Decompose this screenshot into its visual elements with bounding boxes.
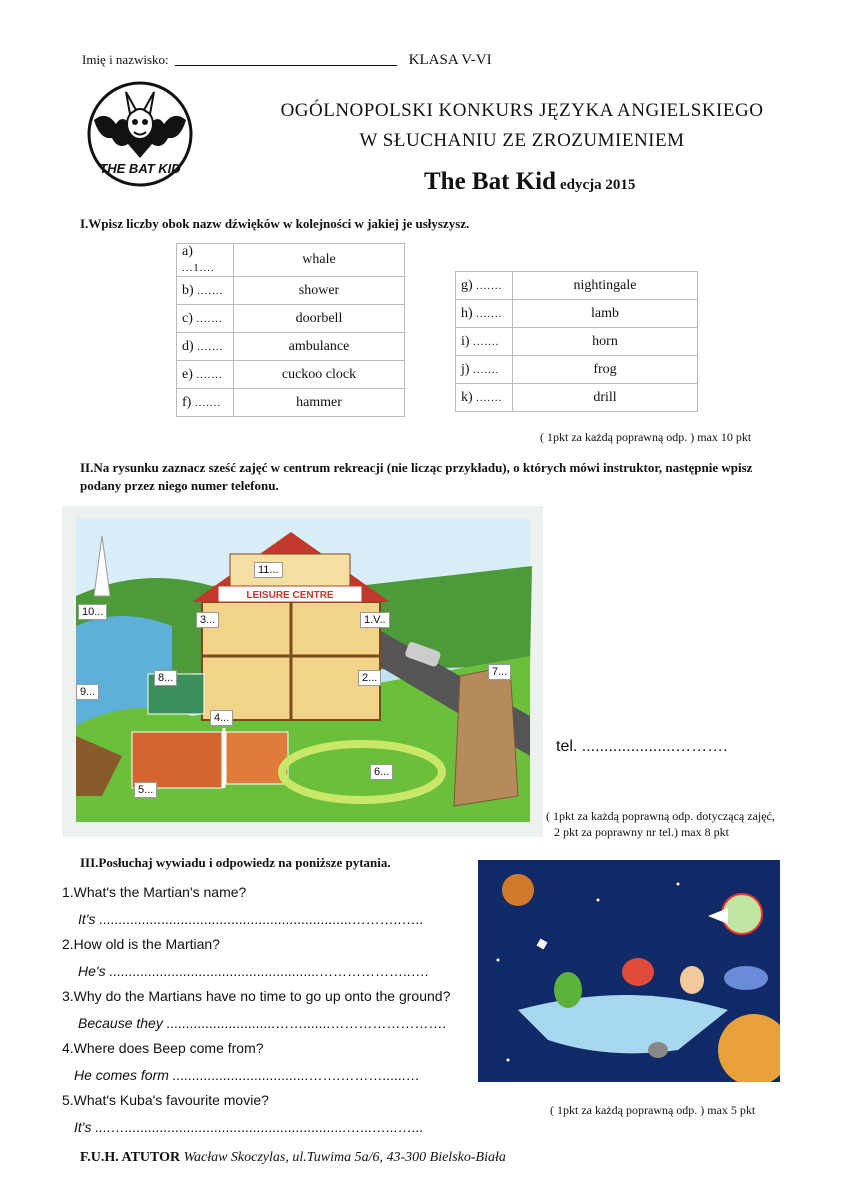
edition-label: edycja 2015 [559, 177, 636, 193]
activity-label-1[interactable]: 1.V.. [360, 612, 390, 628]
table-row: b) ....... shower [177, 277, 405, 305]
class-label: KLASA V-VI [408, 52, 492, 68]
activity-label-5[interactable]: 5... [134, 782, 157, 798]
answer-blank[interactable]: ....... [476, 391, 503, 404]
answer-blank[interactable]: ....... [476, 307, 503, 320]
section2-points [546, 808, 775, 840]
main-title-text: The Bat Kid [424, 168, 556, 195]
table-row: k) ....... drill [456, 384, 698, 412]
footer-company: F.U.H. ATUTOR [80, 1150, 181, 1165]
section2-instruction: II.Na rysunku zaznacz sześć zajęć w centrum rekreacji (nie licząc przykładu), o których mówi instruktor, następnie wpisz podany przez niego numer telefonu. [80, 460, 753, 493]
answer-blank[interactable]: ....... [473, 335, 500, 348]
leisure-centre-sign: LEISURE CENTRE [246, 590, 334, 601]
section3-instruction: III.Posłuchaj wywiadu i odpowiedz na poniższe pytania. [80, 855, 391, 870]
name-line[interactable] [175, 65, 397, 66]
sounds-table-left [176, 243, 405, 417]
logo-text: THE BAT KID [99, 161, 181, 176]
sound-name: doorbell [234, 305, 405, 333]
question-1: 1.What's the Martian's name? [62, 884, 247, 900]
sound-name: whale [234, 244, 405, 277]
sounds-table-right [455, 271, 698, 412]
answer-line-2[interactable]: He's ......................................................………………..…. [78, 963, 430, 979]
table-row: g) ....... nightingale [456, 272, 698, 300]
activity-label-9[interactable]: 9... [76, 684, 99, 700]
activity-label-2[interactable]: 2... [358, 670, 381, 686]
table-row: i) ....... horn [456, 328, 698, 356]
answer-blank[interactable]: ....... [196, 368, 223, 381]
table-row: a) ...1.... whale [177, 244, 405, 277]
activity-label-6[interactable]: 6... [370, 764, 393, 780]
section1-points: ( 1pkt za każdą poprawną odp. ) max 10 pkt [540, 430, 752, 444]
answer-blank[interactable]: ....... [197, 284, 224, 297]
main-title [424, 168, 635, 196]
activity-label-11[interactable]: 11... [254, 562, 283, 578]
answer-blank[interactable]: ....... [194, 396, 222, 409]
competition-title-line2: W SŁUCHANIU ZE ZROZUMIENIEM [359, 130, 685, 151]
answer-blank[interactable]: ....... [196, 312, 223, 325]
section2-points-line1: ( 1pkt za każdą poprawną odp. dotyczącą zajęć, [546, 809, 775, 823]
name-field-row [82, 52, 492, 69]
answer-blank[interactable]: ....... [473, 363, 500, 376]
sound-name: horn [513, 328, 698, 356]
table-row: j) ....... frog [456, 356, 698, 384]
table-row: f) ....... hammer [177, 389, 405, 417]
sound-name: nightingale [513, 272, 698, 300]
sound-name: lamb [513, 300, 698, 328]
answer-line-1[interactable]: It's .................................................................………..….. [78, 911, 424, 927]
table-row: d) ....... ambulance [177, 333, 405, 361]
sound-name: hammer [234, 389, 405, 417]
answer-line-3[interactable]: Because they ............................…….......……………………. [78, 1015, 447, 1031]
name-label: Imię i nazwisko: [82, 52, 169, 67]
competition-title-line1: OGÓLNOPOLSKI KONKURS JĘZYKA ANGIELSKIEGO [280, 100, 764, 121]
question-4: 4.Where does Beep come from? [62, 1040, 264, 1056]
activity-label-8[interactable]: 8... [154, 670, 177, 686]
bat-kid-logo [86, 80, 194, 188]
question-5: 5.What's Kuba's favourite movie? [62, 1092, 269, 1108]
table-row: h) ....... lamb [456, 300, 698, 328]
answer-blank[interactable]: ....... [197, 340, 224, 353]
footer [80, 1150, 506, 1166]
phone-number-blank[interactable]: tel. .....................………. [556, 738, 728, 755]
sound-name: cuckoo clock [234, 361, 405, 389]
table-row: c) ....... doorbell [177, 305, 405, 333]
footer-address: Wacław Skoczylas, ul.Tuwima 5a/6, 43-300 Bielsko-Biała [183, 1150, 506, 1165]
answer-line-4[interactable]: He comes form ...................................…….………......… [74, 1067, 421, 1083]
activity-label-3[interactable]: 3... [196, 612, 219, 628]
sound-name: drill [513, 384, 698, 412]
table-row: e) ....... cuckoo clock [177, 361, 405, 389]
answer-line-5[interactable]: It's ....….........................................................…...…...…... [74, 1119, 424, 1135]
answer-blank[interactable]: ....... [476, 279, 503, 292]
question-2: 2.How old is the Martian? [62, 936, 220, 952]
section3-points: ( 1pkt za każdą poprawną odp. ) max 5 pkt [550, 1103, 756, 1117]
answer-blank[interactable]: ...1.... [182, 262, 215, 274]
section1-instruction: I.Wpisz liczby obok nazw dźwięków w kolejności w jakiej je usłyszysz. [80, 216, 470, 231]
section2-points-line2: 2 pkt za poprawny nr tel.) max 8 pkt [554, 825, 729, 839]
sound-name: shower [234, 277, 405, 305]
question-3: 3.Why do the Martians have no time to go up onto the ground? [62, 988, 451, 1004]
sound-name: frog [513, 356, 698, 384]
leisure-centre-illustration [62, 506, 543, 837]
activity-label-10[interactable]: 10... [78, 604, 107, 620]
activity-label-7[interactable]: 7... [488, 664, 511, 680]
sound-name: ambulance [234, 333, 405, 361]
space-illustration [478, 860, 780, 1082]
activity-label-4[interactable]: 4... [210, 710, 233, 726]
